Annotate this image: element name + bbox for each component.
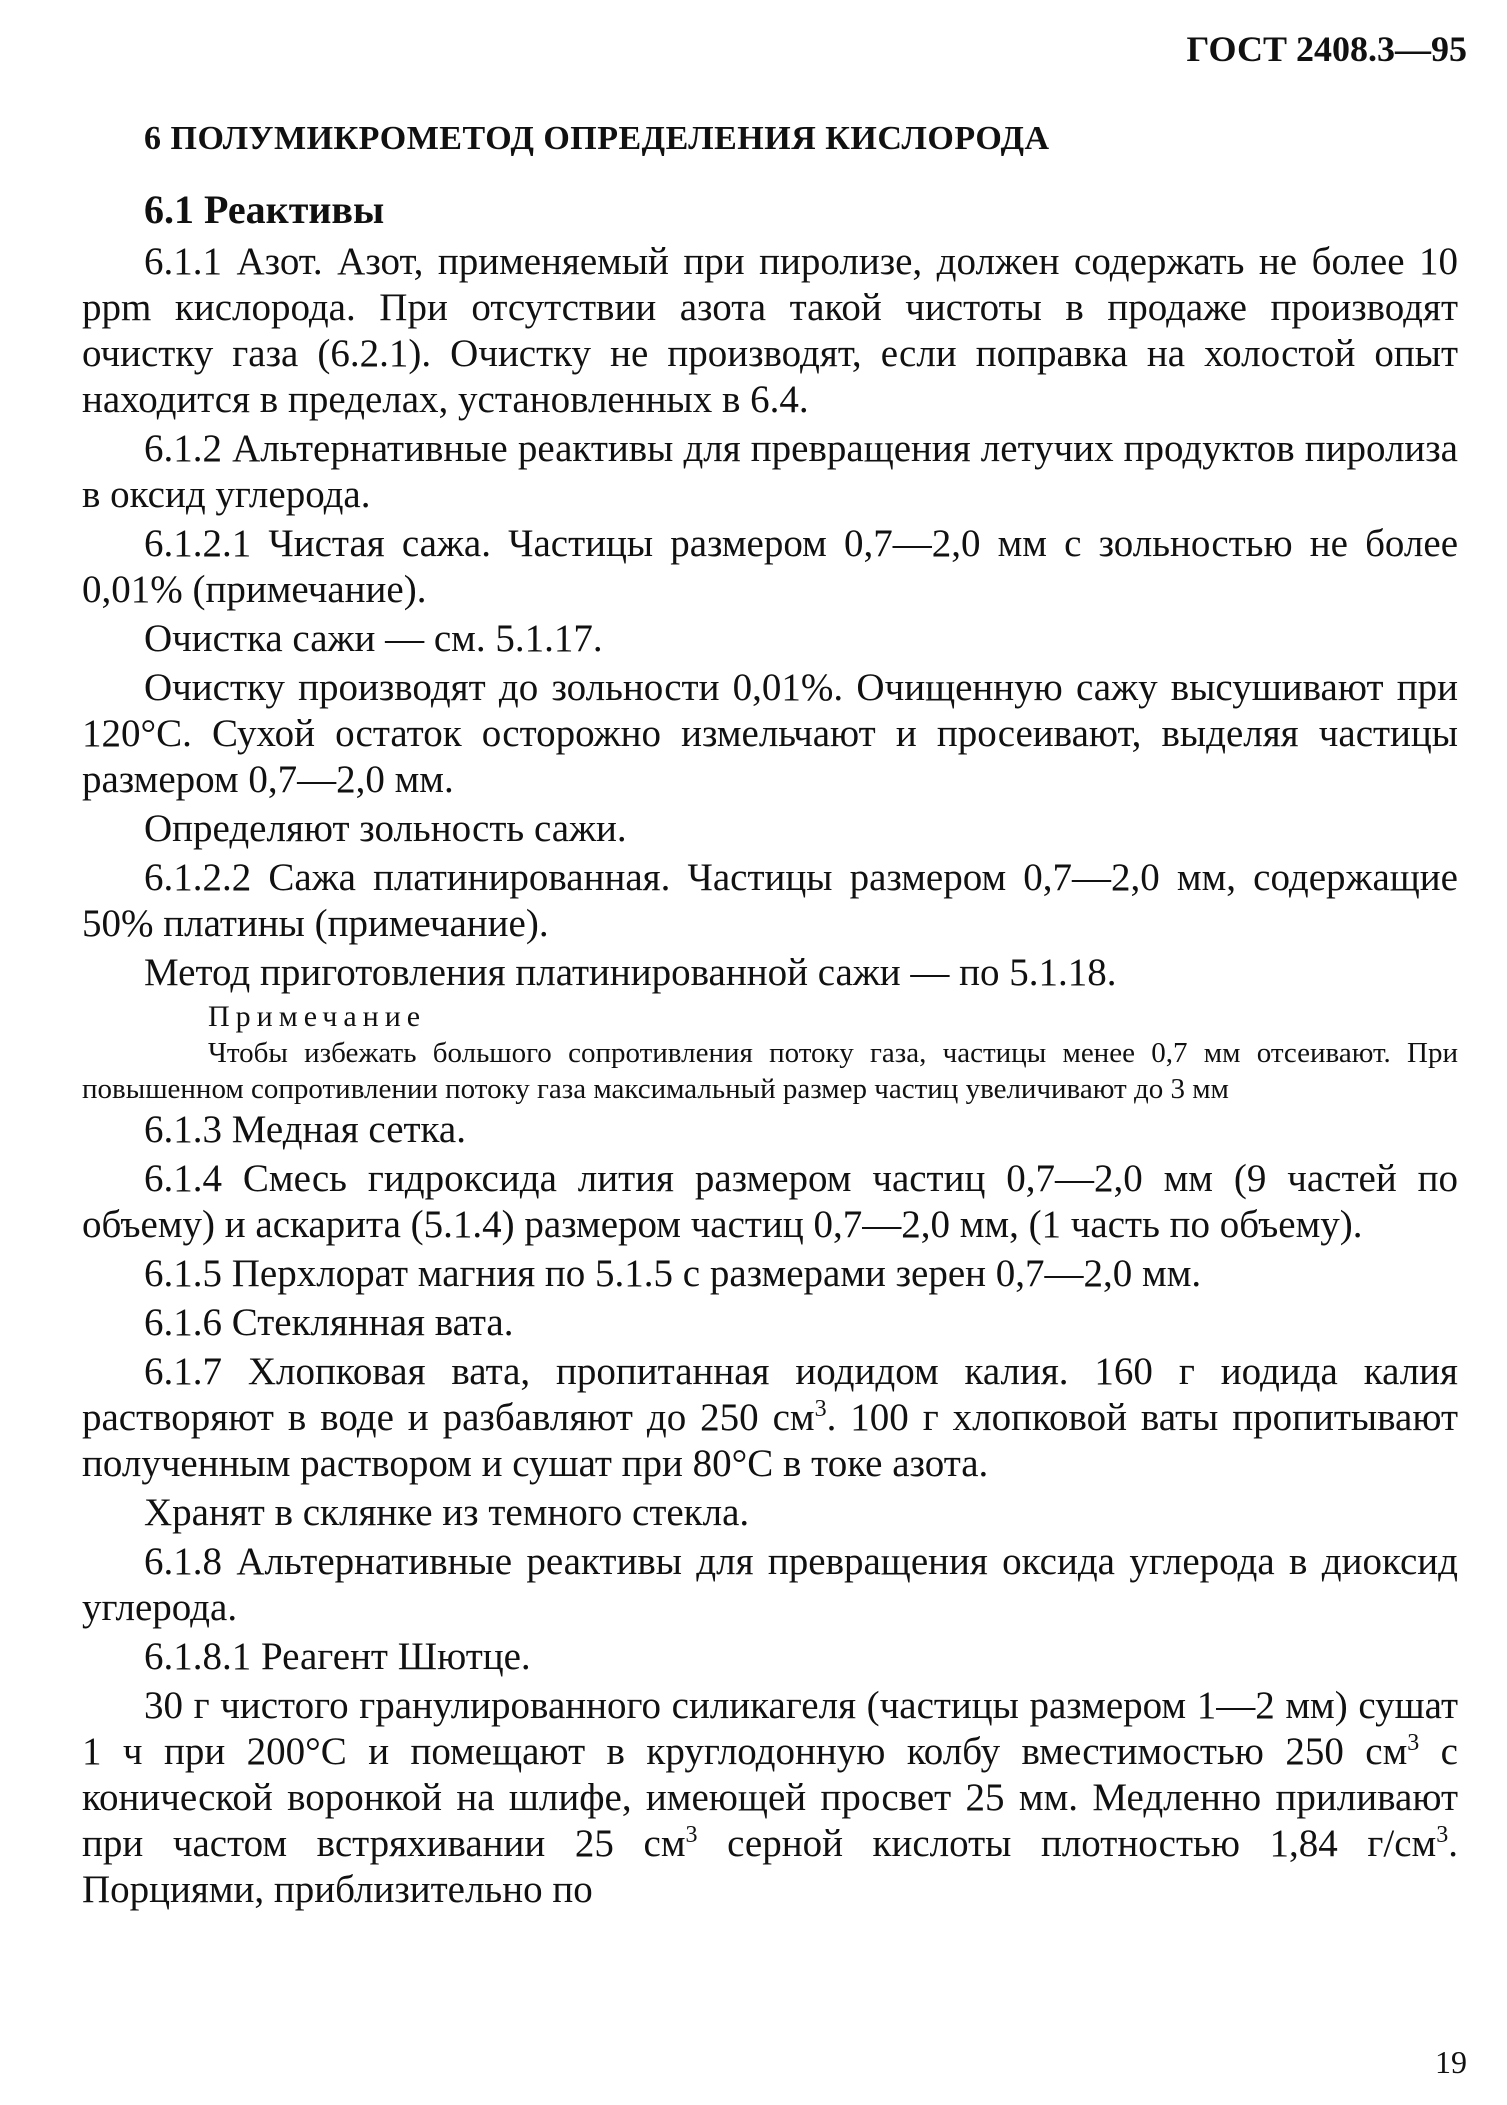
paragraph-cleaning: Очистку производят до зольности 0,01%. Очищенную сажу высушивают при 120°С. Сухой остаток осторожно измельчают и просеивают, выделяя частицы размером 0,7—2,0 мм. [82,666,1458,801]
text-run: с конической воронкой на шлифе, имеющей просвет 25 мм. Медленно приливают при частом встряхивании 25 см [82,1730,1458,1865]
paragraph-6-1-1: 6.1.1 Азот. Азот, применяемый при пиролизе, должен содержать не более 10 ppm кислорода. При отсутствии азота такой чистоты в продаже производят очистку газа (6.2.1). Очистку не производят, если поправка на холостой опыт находится в пределах, установленных в 6.4. [82,240,1458,421]
page-number: 19 [1435,2044,1467,2080]
paragraph-6-1-3: 6.1.3 Медная сетка. [144,1108,466,1151]
subsection-title: 6.1 Реактивы [144,187,385,232]
text-run: 30 г чистого гранулированного силикагеля (частицы размером 1—2 мм) сушат 1 ч при 200°С и помещают в круглодонную колбу вместимостью 250 см [82,1684,1458,1773]
superscript: 3 [814,1396,827,1422]
paragraph-storage: Хранят в склянке из темного стекла. [144,1491,750,1534]
paragraph-method: Метод приготовления платинированной сажи — по 5.1.18. [144,951,1117,994]
text-run: серной кислоты плотностью 1,84 г/см [697,1822,1437,1865]
page-content [82,108,1458,1916]
paragraph-6-1-8-1: 6.1.8.1 Реагент Шютце. [144,1635,531,1678]
superscript: 3 [1436,1822,1449,1848]
paragraph-6-1-2-1: 6.1.2.1 Чистая сажа. Частицы размером 0,7—2,0 мм с зольностью не более 0,01% (примечание). [82,522,1458,611]
paragraph-6-1-6: 6.1.6 Стеклянная вата. [144,1301,514,1344]
paragraph-6-1-2-2: 6.1.2.2 Сажа платинированная. Частицы размером 0,7—2,0 мм, содержащие 50% платины (примечание). [82,856,1458,945]
paragraph-6-1-2: 6.1.2 Альтернативные реактивы для превращения летучих продуктов пиролиза в оксид углерода. [82,427,1458,516]
section-title: 6 ПОЛУМИКРОМЕТОД ОПРЕДЕЛЕНИЯ КИСЛОРОДА [144,120,1050,157]
paragraph-6-1-5: 6.1.5 Перхлорат магния по 5.1.5 с размерами зерен 0,7—2,0 мм. [144,1252,1202,1295]
text-run: 6.1.7 Хлопковая вата, пропитанная иодидом калия. 160 г иодида калия растворяют в воде и разбавляют до 250 см [82,1350,1458,1439]
paragraph-cleaning-ref: Очистка сажи — см. 5.1.17. [144,617,603,660]
paragraph-6-1-8: 6.1.8 Альтернативные реактивы для превращения оксида углерода в диоксид углерода. [82,1540,1458,1629]
note-text: Чтобы избежать большого сопротивления потоку газа, частицы менее 0,7 мм отсеивают. При повышенном сопротивлении потоку газа максимальный размер частиц увеличивают до 3 мм [82,1037,1458,1105]
text-run: . Порциями, приблизительно по [82,1822,1458,1911]
standard-header: ГОСТ 2408.3—95 [1186,29,1467,69]
paragraph-6-1-7 [82,1349,1458,1487]
paragraph-6-1-4: 6.1.4 Смесь гидроксида лития размером частиц 0,7—2,0 мм (9 частей по объему) и аскарита (5.1.4) размером частиц 0,7—2,0 мм, (1 часть по объему). [82,1157,1458,1246]
note-title: Примечание [208,1000,427,1033]
superscript: 3 [685,1822,698,1848]
superscript: 3 [1407,1730,1420,1756]
paragraph-silica [82,1683,1458,1913]
paragraph-ash: Определяют зольность сажи. [144,807,627,850]
text-run: . 100 г хлопковой ваты пропитывают полученным раствором и сушат при 80°С в токе азота. [82,1396,1459,1485]
